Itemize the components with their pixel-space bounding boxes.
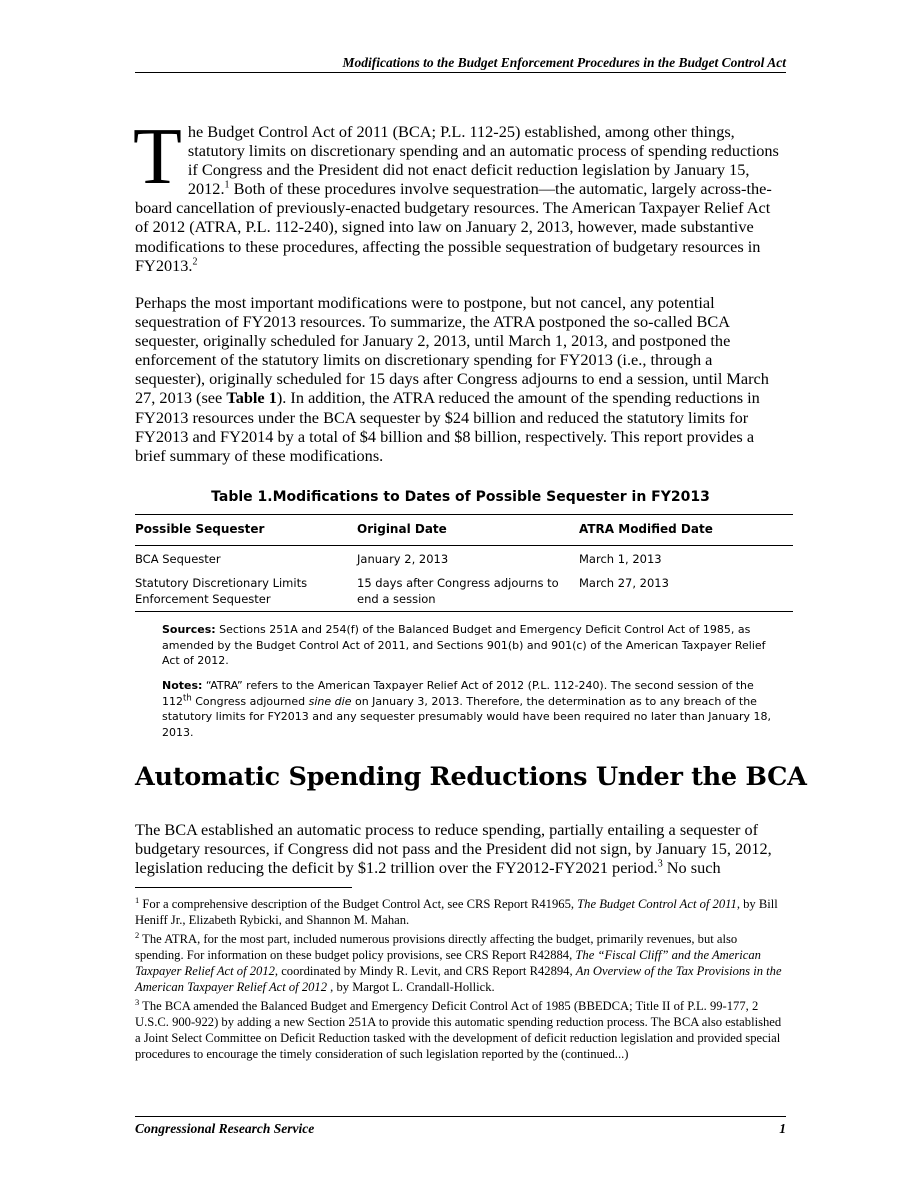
footer-rule xyxy=(135,1116,786,1117)
footnote-text: For a comprehensive description of the Budget Control Act, see CRS Report R41965, xyxy=(139,897,578,911)
ordinal-suffix: th xyxy=(183,692,192,703)
footnote-citation: The “Fiscal Cliff” and the American Taxpayer Relief Act of 2012 xyxy=(135,948,761,978)
drop-cap: T xyxy=(133,113,182,201)
notes-text-c: on January 3, 2013. Therefore, the determination as to any breach of the statutory limits for FY2013 and any sequester presumably would have been required no later than January 18, 2013. xyxy=(162,694,771,739)
table-cell: Statutory Discretionary Limits Enforcement Sequester xyxy=(135,567,357,612)
footnote-ref-3[interactable]: 3 xyxy=(657,858,663,870)
notes-text-a: “ATRA” refers to the American Taxpayer Relief Act of 2012 (P.L. 112-240). The second session of the 112 xyxy=(162,679,754,708)
table-row xyxy=(135,567,793,612)
footnote-text: , coordinated by Mindy R. Levit, and CRS Report R42894, xyxy=(274,964,576,978)
summary-paragraph xyxy=(135,293,786,465)
column-header: Original Date xyxy=(357,515,579,546)
table-sources xyxy=(162,622,774,669)
intro-text-b: Both of these procedures involve sequestration—the automatic, largely across-the-board cancellation of previously-enacted budgetary resources. The American Taxpayer Relief Act of 2012 (ATRA, P.L. 112-240), signed into law on January 2, 2013, however, made substantive modifications to these procedures, affecting the possible sequestration of budgetary resources in FY2013. xyxy=(135,179,772,275)
table-cell: March 27, 2013 xyxy=(579,567,793,612)
intro-text-a: he Budget Control Act of 2011 (BCA; P.L. 112-25) established, among other things, statutory limits on discretionary spending and an automatic process of spending reductions if Congress and the President did not enact deficit reduction legislation by January 15, 2012. xyxy=(187,122,779,199)
header-rule xyxy=(135,72,786,73)
table-notes xyxy=(162,678,774,740)
sources-label: Sources: xyxy=(162,623,216,636)
table-cell: BCA Sequester xyxy=(135,552,221,566)
table-cell: March 1, 2013 xyxy=(579,552,662,566)
table-reference[interactable]: Table 1 xyxy=(226,388,277,408)
para2-text-b: ). In addition, the ATRA reduced the amount of the spending reductions in FY2013 resources under the BCA sequester by $24 billion and reduced the statutory limits for FY2013 and FY2014 by a total of $4 billion and $8 billion, respectively. This report provides a brief summary of these modifications. xyxy=(135,388,760,465)
para2-text-a: Perhaps the most important modifications were to postpone, but not cancel, any potential sequestration of FY2013 resources. To summarize, the ATRA postponed the so-called BCA sequester, originally scheduled for January 2, 2013, until March 1, 2013, and postponed the enforcement of the statutory limits on discretionary spending for FY2013 (i.e., through a sequester), originally scheduled for 15 days after Congress adjourns to end a session, until March 27, 2013 (see xyxy=(135,293,769,408)
footnote-text: , by Margot L. Crandall-Hollick. xyxy=(327,980,495,994)
sources-text: Sections 251A and 254(f) of the Balanced Budget and Emergency Deficit Control Act of 1985, as amended by the Budget Control Act of 2011, and Sections 901(b) and 901(c) of the American Taxpayer Relief Act of 2012. xyxy=(162,623,766,667)
notes-text-b: Congress adjourned xyxy=(191,694,309,708)
section-heading: Automatic Spending Reductions Under the BCA xyxy=(135,762,807,792)
footnote-citation: The Budget Control Act of 2011 xyxy=(577,897,737,911)
intro-paragraph xyxy=(133,113,786,275)
footnote-text: The ATRA, for the most part, included numerous provisions directly affecting the budget, primarily revenues, but also spending. For information on these budget policy provisions, see CRS Report R42884, xyxy=(135,932,738,962)
footnote-citation: An Overview of the Tax Provisions in the American Taxpayer Relief Act of 2012 xyxy=(135,964,782,994)
footer-publisher: Congressional Research Service xyxy=(135,1121,315,1136)
table-cell: 15 days after Congress adjourns to end a session xyxy=(357,567,579,612)
footnote-2 xyxy=(135,931,786,995)
column-header: Possible Sequester xyxy=(135,515,357,546)
para3-text-a: The BCA established an automatic process to reduce spending, partially entailing a sequester of budgetary resources, if Congress did not pass and the President did not sign, by January 15, 2012, legislation reducing the deficit by $1.2 trillion over the FY2012-FY2021 period. xyxy=(135,820,772,878)
page-number: 1 xyxy=(779,1121,786,1136)
table-title: Table 1.Modifications to Dates of Possible Sequester in FY2013 xyxy=(211,489,710,505)
footnote-number: 1 xyxy=(135,894,140,905)
footnote-number: 3 xyxy=(135,996,140,1007)
footnote-separator xyxy=(135,887,352,888)
notes-italic: sine die xyxy=(308,694,352,708)
footnote-ref-2[interactable]: 2 xyxy=(192,256,198,268)
running-header: Modifications to the Budget Enforcement Procedures in the Budget Control Act xyxy=(342,55,786,70)
column-header: ATRA Modified Date xyxy=(579,515,793,546)
footnote-ref-1[interactable]: 1 xyxy=(224,179,230,191)
sequester-dates-table xyxy=(135,514,793,612)
footnote-number: 2 xyxy=(135,929,140,940)
footnote-text: , by Bill Heniff Jr., Elizabeth Rybicki, and Shannon M. Mahan. xyxy=(135,897,778,927)
notes-label: Notes: xyxy=(162,679,203,692)
footnote-1 xyxy=(135,896,786,928)
table-header-row xyxy=(135,515,793,546)
footnote-text: The BCA amended the Balanced Budget and Emergency Deficit Control Act of 1985 (BBEDCA; Title II of P.L. 99-177, 2 U.S.C. 900-922) by adding a new Section 251A to provide this automatic spending reduction process. The BCA also established a Joint Select Committee on Deficit Reduction tasked with the development of deficit reduction legislation and provided special procedures to encourage the timely consideration of such legislation reported by the (continued...) xyxy=(135,999,782,1061)
para3-text-b: No such xyxy=(662,858,721,878)
table-row xyxy=(135,546,793,568)
table-cell: January 2, 2013 xyxy=(357,552,449,566)
footnotes xyxy=(135,896,786,1065)
section-paragraph xyxy=(135,820,786,877)
footnote-3 xyxy=(135,998,786,1062)
